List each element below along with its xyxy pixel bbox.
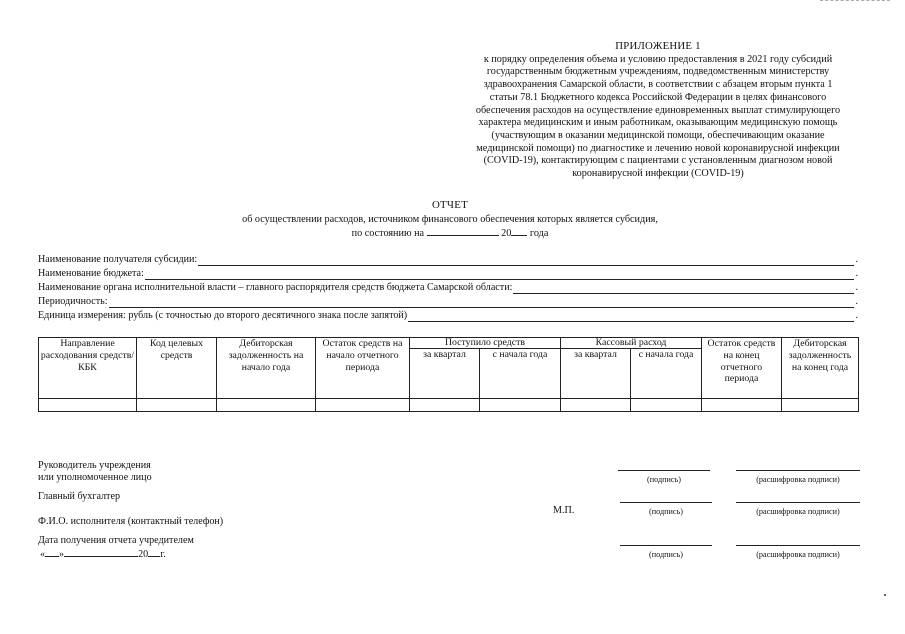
appendix-title: ПРИЛОЖЕНИЕ 1 bbox=[615, 40, 701, 52]
table-cell[interactable] bbox=[316, 399, 410, 412]
appendix-line: статьи 78.1 Бюджетного кодекса Российской Федерации в целях финансового bbox=[489, 91, 827, 103]
scan-dot bbox=[884, 594, 886, 596]
table-cell[interactable] bbox=[39, 399, 137, 412]
year-blank[interactable] bbox=[511, 226, 527, 236]
date-close-quote: » bbox=[59, 549, 65, 560]
caption-sign: (подпись) bbox=[649, 507, 683, 516]
col-direction: Направление расходования средств/КБК bbox=[39, 338, 137, 399]
field-budget: Наименование бюджета: . bbox=[38, 268, 858, 279]
accountant-label: Главный бухгалтер bbox=[38, 491, 120, 502]
field-unit: Единица измерения: рубль (с точностью до второго десятичного знака после запятой) . bbox=[38, 310, 858, 321]
date-year: 20 bbox=[138, 549, 149, 560]
appendix-line: государственным бюджетным учреждениям, подведомственным министерству bbox=[486, 66, 830, 78]
year-prefix: 20 bbox=[501, 228, 512, 239]
field-input-line[interactable] bbox=[513, 283, 854, 294]
appendix-block bbox=[448, 40, 868, 181]
date-year-blank[interactable] bbox=[148, 547, 160, 557]
appendix-line: (COVID-19), контактирующим с пациентами с установленным диагнозом новой bbox=[483, 155, 833, 167]
as-of-prefix: по состоянию на bbox=[351, 228, 425, 239]
report-title: ОТЧЕТ bbox=[431, 199, 469, 211]
executor-label: Ф.И.О. исполнителя (контактный телефон) bbox=[38, 516, 224, 527]
field-authority: Наименование органа исполнительной власти – главного распорядителя средств бюджета Самарской области: . bbox=[38, 282, 858, 293]
field-input-line[interactable] bbox=[198, 255, 854, 266]
sub-received-year: с начала года bbox=[480, 349, 561, 399]
col-code: Код целевых средств bbox=[137, 338, 217, 399]
table-cell[interactable] bbox=[561, 399, 631, 412]
head-label-2: или уполномоченное лицо bbox=[38, 472, 152, 483]
report-heading bbox=[180, 199, 720, 241]
field-periodicity: Периодичность: . bbox=[38, 296, 858, 307]
appendix-line: здравоохранения Самарской области, в соответствии с абзацем вторым пункта 1 bbox=[483, 79, 833, 91]
sub-cash-year: с начала года bbox=[631, 349, 702, 399]
table-cell[interactable] bbox=[702, 399, 782, 412]
caption-sign: (подпись) bbox=[647, 475, 681, 484]
report-table bbox=[38, 337, 859, 412]
signature-line-founder[interactable] bbox=[620, 545, 712, 546]
date-line bbox=[40, 547, 166, 561]
table-cell[interactable] bbox=[410, 399, 480, 412]
scan-mark bbox=[820, 0, 890, 2]
caption-sign: (подпись) bbox=[649, 550, 683, 559]
table-cell[interactable] bbox=[782, 399, 859, 412]
stamp-label: М.П. bbox=[553, 505, 575, 516]
caption-decode: (расшифровка подписи) bbox=[756, 550, 840, 559]
appendix-line: (участвующим в оказании медицинской помощи, обеспечивающим оказание bbox=[491, 129, 825, 141]
col-debt-start: Дебиторская задолженность на начало года bbox=[217, 338, 316, 399]
month-blank[interactable] bbox=[64, 547, 138, 557]
report-as-of bbox=[180, 226, 720, 241]
field-recipient: Наименование получателя субсидии: . bbox=[38, 254, 858, 265]
field-label: Периодичность: bbox=[38, 296, 108, 307]
field-input-line[interactable] bbox=[408, 311, 854, 322]
date-label: Дата получения отчета учредителем bbox=[38, 535, 194, 546]
col-balance-start: Остаток средств на начало отчетного периода bbox=[316, 338, 410, 399]
group-cash: Кассовый расход bbox=[561, 338, 702, 349]
table-cell[interactable] bbox=[137, 399, 217, 412]
day-blank[interactable] bbox=[45, 547, 59, 557]
col-balance-end: Остаток средств на конец отчетного периода bbox=[702, 338, 782, 399]
report-subtitle: об осуществлении расходов, источником финансового обеспечения которых является субсидия, bbox=[242, 213, 658, 225]
date-suffix: г. bbox=[160, 549, 166, 560]
table-row bbox=[39, 399, 859, 412]
field-label: Единица измерения: рубль (с точностью до второго десятичного знака после запятой) bbox=[38, 310, 408, 321]
signature-line-accountant[interactable] bbox=[620, 502, 712, 503]
field-label: Наименование получателя субсидии: bbox=[38, 254, 198, 265]
caption-decode: (расшифровка подписи) bbox=[756, 507, 840, 516]
signature-line-head[interactable] bbox=[618, 470, 710, 471]
sub-cash-quarter: за квартал bbox=[561, 349, 631, 399]
table-cell[interactable] bbox=[631, 399, 702, 412]
table-cell[interactable] bbox=[217, 399, 316, 412]
sub-received-quarter: за квартал bbox=[410, 349, 480, 399]
appendix-line: медицинской помощи) по диагностике и лечению новой коронавирусной инфекции bbox=[476, 142, 840, 154]
appendix-line: к порядку определения объема и условию предоставления в 2021 году субсидий bbox=[483, 53, 833, 65]
decode-line-founder[interactable] bbox=[736, 545, 860, 546]
field-input-line[interactable] bbox=[109, 297, 855, 308]
group-received: Поступило средств bbox=[410, 338, 561, 349]
field-label: Наименование органа исполнительной власти – главного распорядителя средств бюджета Самарской области: bbox=[38, 282, 513, 293]
appendix-line: характера медицинским и иным работникам, оказывающим медицинскую помощь bbox=[478, 117, 838, 129]
field-input-line[interactable] bbox=[145, 269, 855, 280]
appendix-line: коронавирусной инфекции (COVID-19) bbox=[572, 168, 744, 180]
decode-line-head[interactable] bbox=[736, 470, 860, 471]
caption-decode: (расшифровка подписи) bbox=[756, 475, 840, 484]
col-debt-end: Дебиторская задолженность на конец года bbox=[782, 338, 859, 399]
table-cell[interactable] bbox=[480, 399, 561, 412]
head-label-1: Руководитель учреждения bbox=[38, 460, 151, 471]
year-suffix: года bbox=[529, 228, 549, 239]
date-open-quote: « bbox=[40, 549, 46, 560]
field-label: Наименование бюджета: bbox=[38, 268, 144, 279]
decode-line-accountant[interactable] bbox=[736, 502, 860, 503]
appendix-line: обеспечения расходов на осуществление единовременных выплат стимулирующего bbox=[475, 104, 841, 116]
date-blank[interactable] bbox=[427, 226, 499, 236]
